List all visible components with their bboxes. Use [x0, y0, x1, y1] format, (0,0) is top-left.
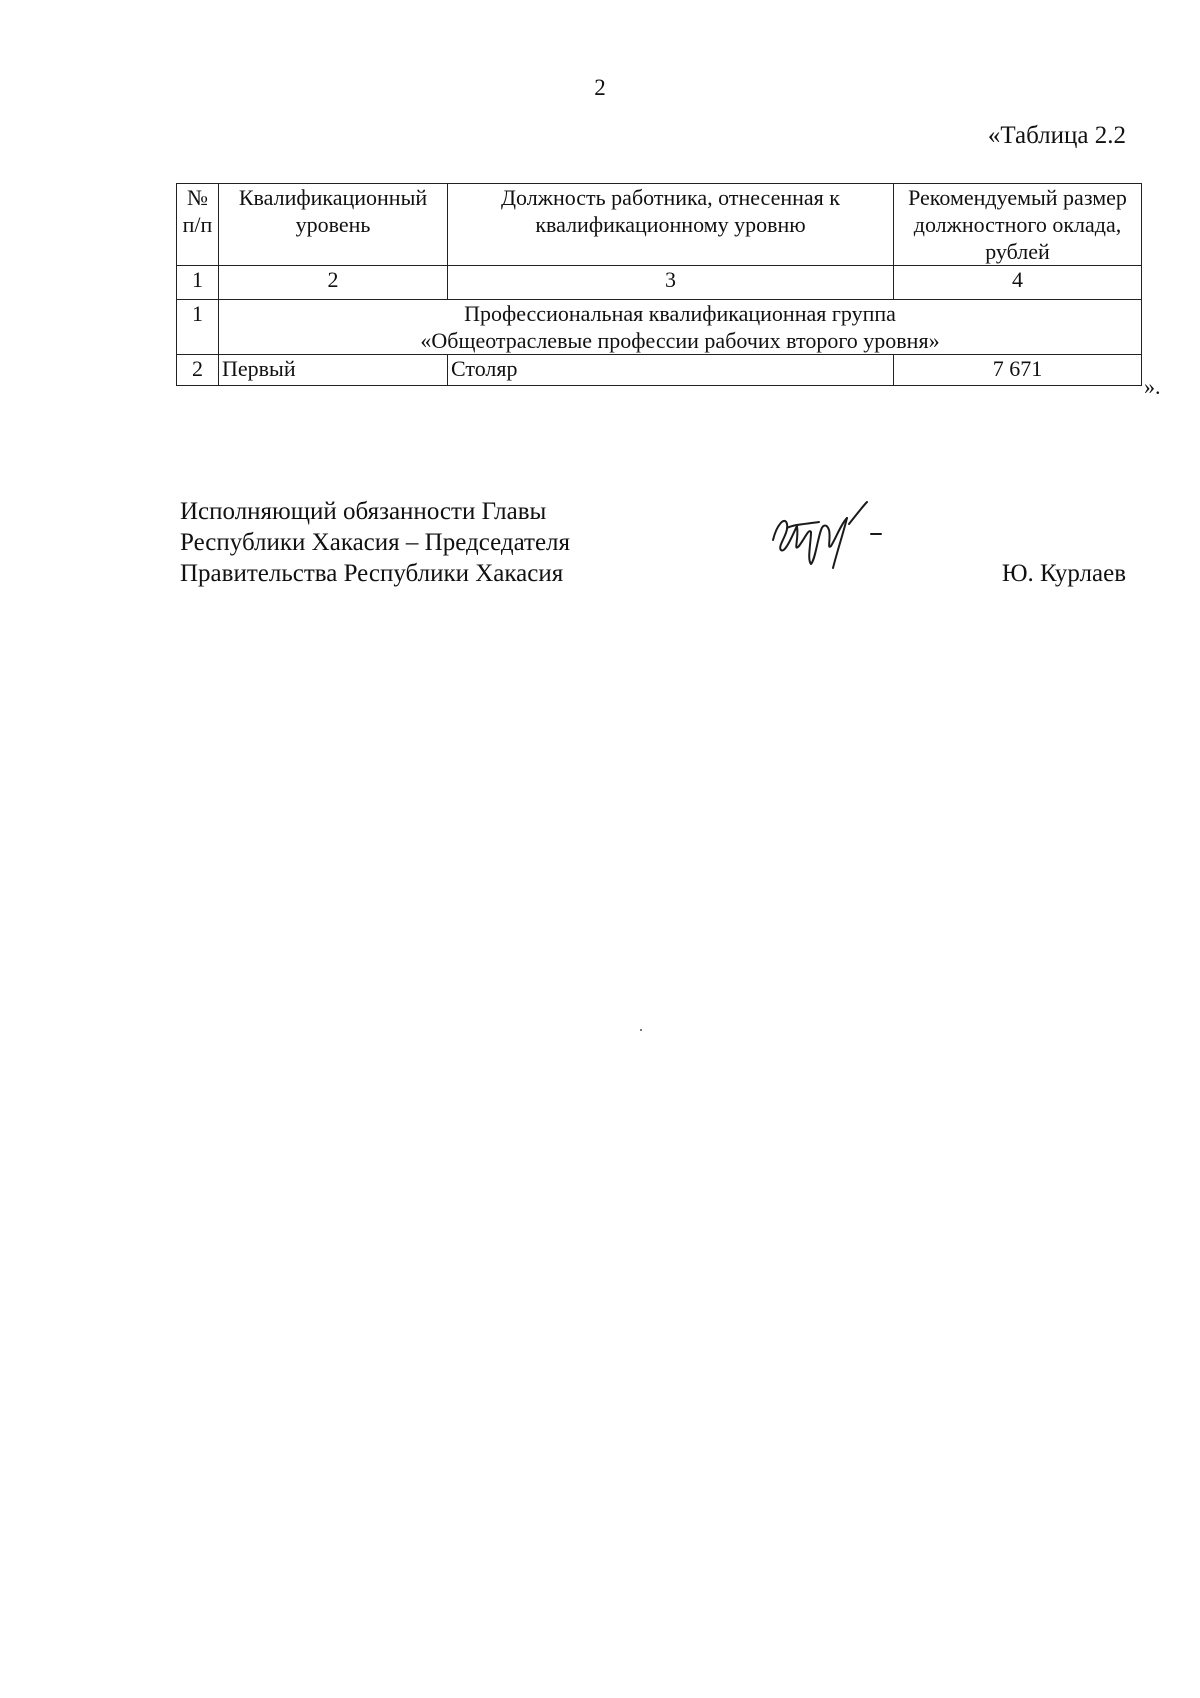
header-qualification-level: [219, 184, 448, 266]
table-row: [177, 355, 1142, 386]
header-position: [448, 184, 894, 266]
closing-quote: ».: [1144, 374, 1161, 399]
signatory-title-line: Исполняющий обязанности Главы: [180, 498, 547, 525]
row-qualification-level: Первый: [219, 355, 448, 386]
scan-speck: [640, 1029, 642, 1031]
row-position: Столяр: [448, 355, 894, 386]
column-number-cell: 2: [219, 266, 448, 300]
header-salary: [894, 184, 1142, 266]
signatory-title-line: Республики Хакасия – Председателя: [180, 529, 571, 556]
header-qualification-level-label: Квалификационный уровень: [238, 185, 428, 237]
table-caption: «Таблица 2.2: [987, 122, 1126, 149]
header-number: [177, 184, 219, 266]
group-title: [219, 300, 1142, 355]
group-row: [177, 300, 1142, 355]
group-title-line: «Общеотраслевые профессии рабочих второго уровня»: [420, 328, 940, 353]
signer-name: Ю. Курлаев: [1001, 560, 1126, 587]
group-number: 1: [177, 300, 219, 355]
column-number-row: [177, 266, 1142, 300]
group-title-line: Профессиональная квалификационная группа: [464, 301, 896, 326]
column-number-cell: 4: [894, 266, 1142, 300]
signatory-title: [180, 496, 570, 589]
table-header-row: [177, 184, 1142, 266]
signatory-title-line: Правительства Республики Хакасия: [180, 560, 564, 587]
column-number-cell: 3: [448, 266, 894, 300]
signature-image: [767, 494, 897, 574]
header-number-label: № п/п: [182, 185, 213, 237]
row-salary: 7 671: [894, 355, 1142, 386]
header-position-label: Должность работника, отнесенная к квалификационному уровню: [501, 185, 840, 237]
header-salary-label: Рекомендуемый размер должностного оклада, рублей: [908, 185, 1127, 264]
column-number-cell: 1: [177, 266, 219, 300]
salary-table: [176, 183, 1142, 386]
page-number: 2: [594, 75, 606, 100]
row-number: 2: [177, 355, 219, 386]
